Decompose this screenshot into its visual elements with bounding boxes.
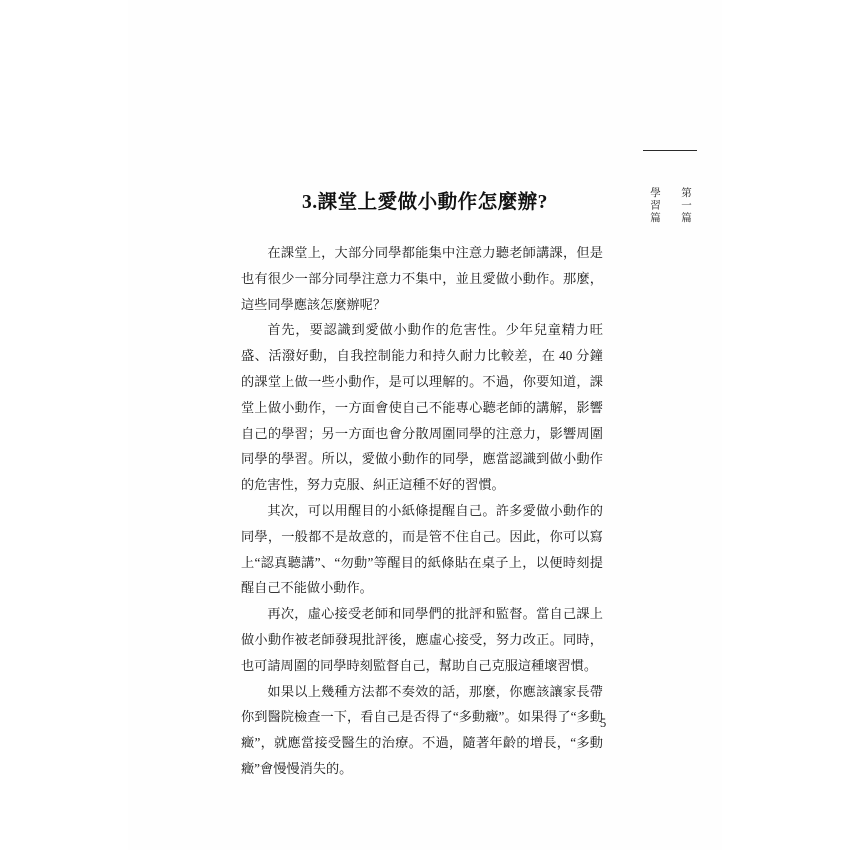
paragraph: 在課堂上，大部分同學都能集中注意力聽老師講課，但是也有很少一部分同學注意力不集中，並且愛做小動作。那麼，這些同學應該怎麼辦呢？ [241, 245, 603, 312]
paragraph: 其次，可以用醒目的小紙條提醒自己。許多愛做小動作的同學，一般都不是故意的，而是管不住自己。因此，你可以寫上“認真聽講”、“勿動”等醒目的紙條貼在桌子上，以便時刻提醒自己不能做小動作。 [241, 502, 603, 596]
paragraph: 再次，虛心接受老師和同學們的批評和監督。當自己課上做小動作被老師發現批評後，應虛心接受，努力改正。同時，也可請周圍的同學時刻監督自己，幫助自己克服這種壞習慣。 [241, 606, 603, 673]
page-number: 5 [600, 716, 607, 730]
body-text [241, 240, 603, 782]
page-title: 3.課堂上愛做小動作怎麼辦? [302, 192, 548, 213]
paragraph: 如果以上幾種方法都不奏效的話，那麼，你應該讓家長帶你到醫院檢查一下，看自己是否得了“多動癥”。如果得了“多動癥”，就應當接受醫生的治療。不過，隨著年齡的增長，“多動癥”會慢慢消失的。 [241, 683, 603, 776]
paragraph: 首先，要認識到愛做小動作的危害性。少年兒童精力旺盛、活潑好動，自我控制能力和持久耐力比較差，在 40 分鐘的課堂上做一些小動作，是可以理解的。不過，你要知道，課堂上做小動作，一方面會使自己不能專心聽老師的講解，影響自己的學習；另一方面也會分散周圍同學的注意力，影響周圍同學的學習。所以，愛做小動作的同學，應當認識到做小動作的危害性，努力克服、糾正這種不好的習慣。 [241, 322, 603, 493]
running-head-rule [643, 150, 697, 151]
running-head-line1: 第一篇 [680, 187, 691, 225]
running-head-line2: 學習篇 [649, 187, 660, 225]
